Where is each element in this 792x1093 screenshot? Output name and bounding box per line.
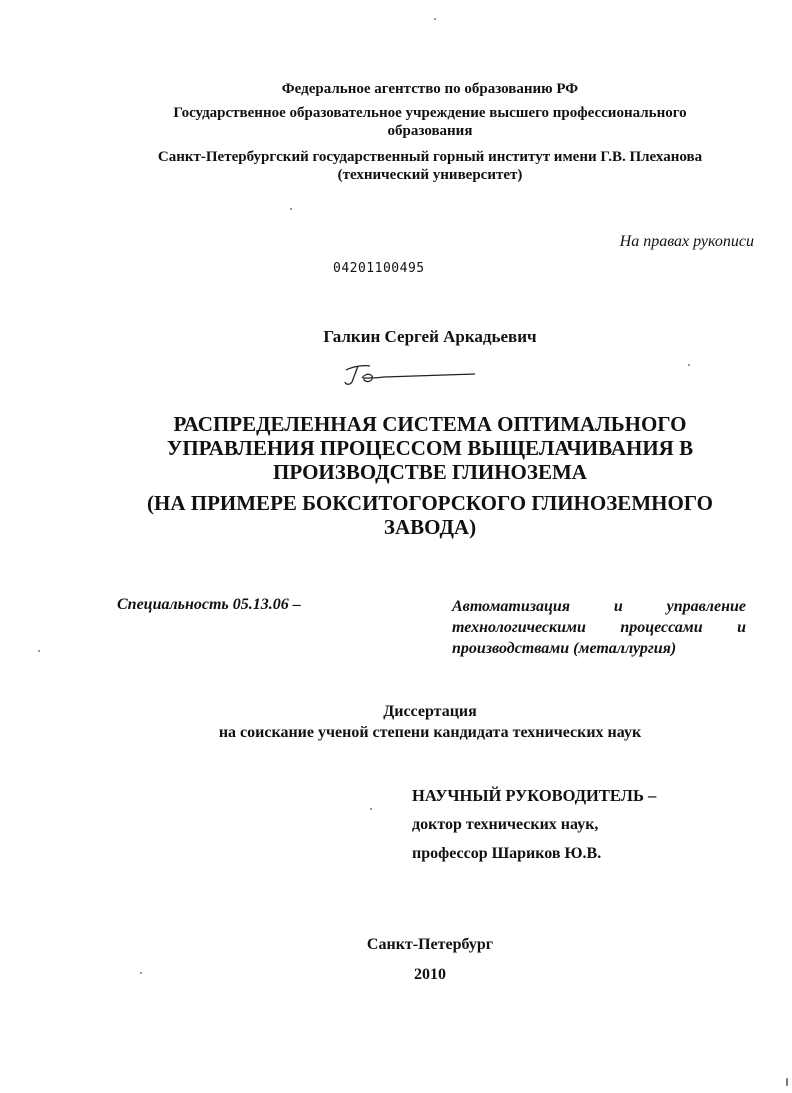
supervisor-degree: доктор технических наук, [412,816,599,833]
speciality-description [452,596,746,659]
institution-line-1: Государственное образовательное учреждение высшего профессионального [173,105,687,121]
scan-speck [290,208,292,210]
university-line-1: Санкт-Петербургский государственный горный институт имени Г.В. Плеханова [157,149,703,165]
institution-line-2: образования [387,123,473,139]
scan-speck [786,1078,788,1086]
title-line-1: РАСПРЕДЕЛЕННАЯ СИСТЕМА ОПТИМАЛЬНОГО [173,412,687,436]
subtitle-block [110,491,750,539]
university-line-2: (технический университет) [337,167,523,183]
agency-line: Федеральное агентство по образованию РФ [281,81,579,97]
title-block [110,412,750,484]
city: Санкт-Петербург [366,936,494,953]
speciality-desc-line-3: производствами (металлургия) [452,640,677,657]
subtitle-line-2: ЗАВОДА) [383,515,477,539]
subtitle-line-1: (НА ПРИМЕРЕ БОКСИТОГОРСКОГО ГЛИНОЗЕМНОГО [147,491,713,515]
scan-speck [140,972,142,974]
speciality-desc-line-1: Автоматизация и управление [452,598,746,615]
scan-speck [688,364,690,366]
scan-speck [434,18,436,20]
catalog-code: 04201100495 [333,261,425,276]
dissertation-degree: на соискание ученой степени кандидата технических наук [218,724,642,741]
signature-image [340,360,480,395]
supervisor-heading: НАУЧНЫЙ РУКОВОДИТЕЛЬ – [412,786,657,805]
title-line-3: ПРОИЗВОДСТВЕ ГЛИНОЗЕМА [273,460,587,484]
supervisor-name: профессор Шариков Ю.В. [412,845,602,862]
scan-speck [370,808,372,810]
speciality-label: Специальность 05.13.06 – [117,596,301,613]
scan-speck [38,650,40,652]
year: 2010 [414,966,446,983]
rights-note: На правах рукописи [619,233,754,250]
dissertation-heading: Диссертация [383,703,477,720]
title-line-2: УПРАВЛЕНИЯ ПРОЦЕССОМ ВЫЩЕЛАЧИВАНИЯ В [166,436,694,460]
speciality-desc-line-2: технологическими процессами и [452,619,746,636]
author-name: Галкин Сергей Аркадьевич [323,327,537,346]
